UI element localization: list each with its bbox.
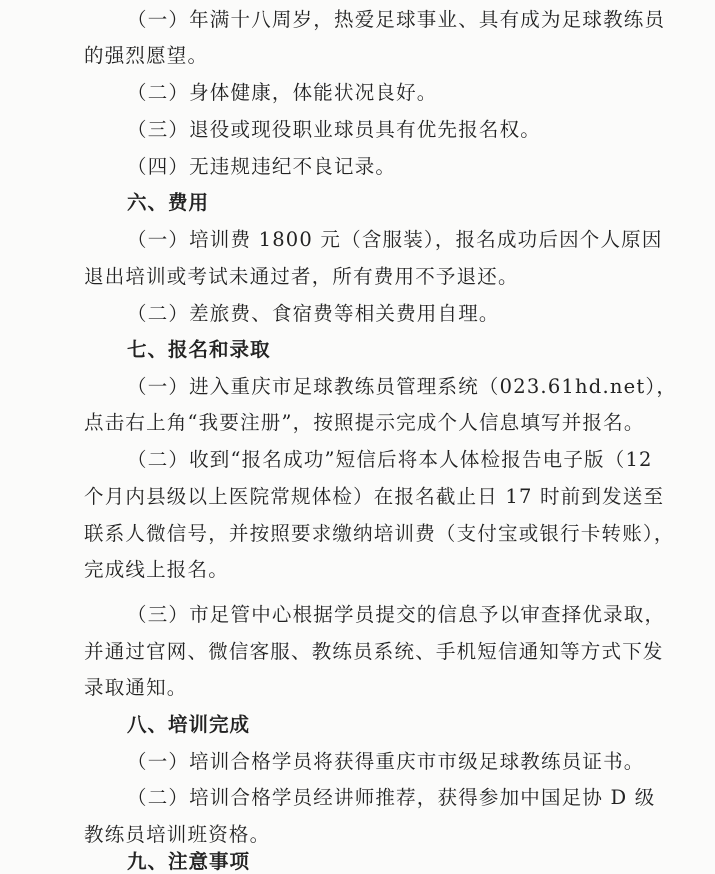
paragraph-line: 的强烈愿望。 <box>84 44 209 67</box>
paragraph-line: （一）培训费 1800 元（含服装），报名成功后因个人原因 <box>127 228 663 251</box>
paragraph-line: 并通过官网、微信客服、教练员系统、手机短信通知等方式下发 <box>84 640 664 663</box>
section-heading-fees: 六、费用 <box>127 191 210 214</box>
section-heading-notes: 九、注意事项 <box>127 850 251 873</box>
paragraph-line: （一）进入重庆市足球教练员管理系统（023.61hd.net）， <box>127 375 678 398</box>
paragraph-line: （二）差旅费、食宿费等相关费用自理。 <box>127 302 500 325</box>
paragraph-line: 完成线上报名。 <box>84 558 229 581</box>
paragraph-line: 个月内县级以上医院常规体检）在报名截止日 17 时前到发送至 <box>84 485 665 508</box>
section-heading-registration: 七、报名和录取 <box>127 338 271 361</box>
paragraph-line: （二）收到“报名成功”短信后将本人体检报告电子版（12 <box>127 448 653 471</box>
paragraph-line: 联系人微信号，并按照要求缴纳培训费（支付宝或银行卡转账）， <box>84 522 675 545</box>
section-heading-completion: 八、培训完成 <box>127 713 251 736</box>
paragraph-line: 退出培训或考试未通过者，所有费用不予退还。 <box>84 265 519 288</box>
paragraph-line: 点击右上角“我要注册”，按照提示完成个人信息填写并报名。 <box>84 411 645 434</box>
paragraph-line: 录取通知。 <box>84 676 188 699</box>
paragraph-line: （一）培训合格学员将获得重庆市市级足球教练员证书。 <box>127 750 645 773</box>
paragraph-line: （三）市足管中心根据学员提交的信息予以审查择优录取， <box>127 603 666 626</box>
paragraph-line: 教练员培训班资格。 <box>84 823 271 846</box>
paragraph-line: （四）无违规违纪不良记录。 <box>127 155 397 178</box>
paragraph-line: （一）年满十八周岁，热爱足球事业、具有成为足球教练员 <box>127 8 666 31</box>
paragraph-line: （二）身体健康，体能状况良好。 <box>127 81 438 104</box>
paragraph-line: （二）培训合格学员经讲师推荐，获得参加中国足协 D 级 <box>127 786 656 809</box>
paragraph-line: （三）退役或现役职业球员具有优先报名权。 <box>127 118 542 141</box>
